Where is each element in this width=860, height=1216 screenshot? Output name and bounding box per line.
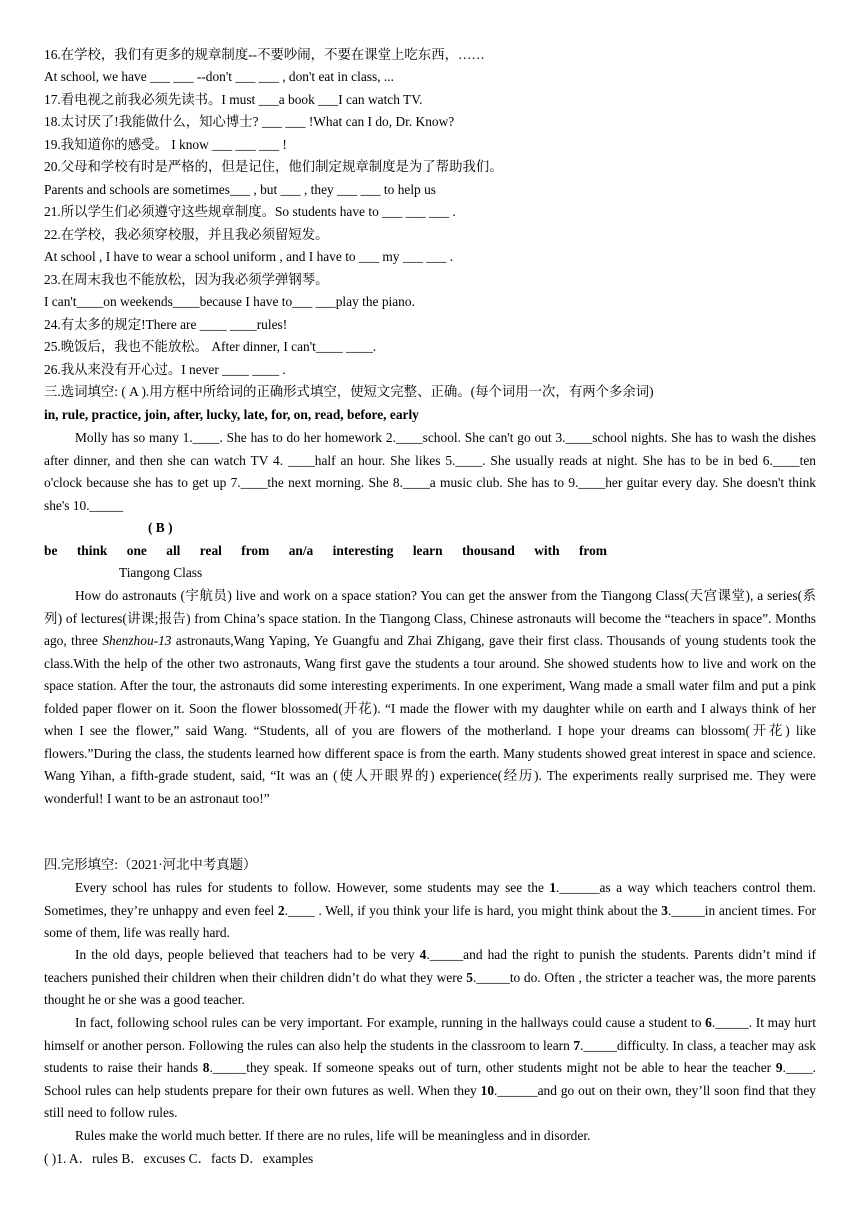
cloze-paragraph-1: Every school has rules for students to follow. However, some students may see the 1.______as a way which teachers control them. Sometimes, they’re unhappy and even feel 2.____ . Well, if you think your life is hard, you might think about the 3._____in ancient times. For some of them, life was really hard.: [44, 880, 817, 940]
line-24: 24.有太多的规定!There are ____ ____rules!: [44, 317, 288, 332]
line-16-english: At school, we have ___ ___ --don't ___ ___ , don't eat in class, ...: [44, 69, 394, 84]
word-bank-b-item: be: [44, 543, 58, 558]
line-17: 17.看电视之前我必须先读书。I must ___a book ___I can watch TV.: [44, 92, 423, 107]
word-bank-b-item: from: [578, 543, 607, 558]
cloze-paragraph-3: In fact, following school rules can be very important. For example, running in the hallways could cause a student to 6._____. It may hurt himself or another person. Following the rules can also help the students in the classroom to learn 7._____difficulty. In class, a teacher may ask students to raise their hands 8._____they speak. If someone speaks out of turn, other students might not be able to hear the teacher 9.____. School rules can help students prepare for their own futures as well. When they 10.______and go out on their own, they’ll soon find that they still need to follow rules.: [44, 1015, 817, 1120]
word-bank-b: [44, 540, 820, 563]
line-19: 19.我知道你的感受。 I know ___ ___ ___ !: [44, 137, 287, 152]
line-26: 26.我从来没有开心过。I never ____ ____ .: [44, 362, 286, 377]
word-bank-b-item: learn: [412, 543, 443, 558]
passage-b: How do astronauts (宇航员) live and work on a space station? You can get the answer from the Tiangong Class(天宫课堂), a series(系列) of lectures(讲课;报告) from China’s space station. In the Tiangong Class, Chinese astronauts will become the “teachers in space”. Months ago, three Shenzhou-13 astronauts,Wang Yaping, Ye Guangfu and Zhai Zhigang, gave their first class. Thousands of young students took the class.With the help of the other two astronauts, Wang first gave the students a tour around. She showed students how to live and work on the space station. After the tour, the astronauts did some interesting experiments. In one experiment, Wang made a small water film and put a pink folded paper flower on it. Soon the flower blossomed(开花). “I made the flower with my daughter while on earth and I always think of her when I see the flower,” said Wang. “Students, all of you are flowers of the motherland. I hope your dreams can blossom(开花) like flowers.”During the class, the students learned how different space is from the earth. Many students showed great interest in space and science. Wang Yihan, a fifth-grade student, said, “It was an (使人开眼界的) experience(经历). The experiments really surprised me. They were wonderful! I want to be an astronaut too!”: [44, 588, 816, 806]
word-bank-b-item: from: [241, 543, 270, 558]
section-4-heading: 四.完形填空:（2021·河北中考真题）: [44, 857, 257, 872]
line-16: 16.在学校，我们有更多的规章制度--不要吵闹，不要在课堂上吃东西，……: [44, 47, 485, 62]
passage-a: Molly has so many 1.____. She has to do her homework 2.____school. She can't go out 3.____school nights. She has to wash the dishes after dinner, and then she can watch TV 4. ____half an hour. She likes 5.____. She usually reads at night. She has to be in bed 6.____ten o'clock because she has to get up 7.____the next morning. She 8.____a music club. She has to 9.____her guitar every day. She doesn't think she's 10._____: [44, 430, 816, 513]
line-21: 21.所以学生们必须遵守这些规章制度。So students have to ___ ___ ___ .: [44, 204, 456, 219]
line-25: 25.晚饭后，我也不能放松。 After dinner, I can't____ ____.: [44, 339, 377, 354]
word-bank-b-item: interesting: [332, 543, 394, 558]
word-bank-b-item: thousand: [461, 543, 515, 558]
line-18: 18.太讨厌了!我能做什么，知心博士? ___ ___ !What can I do, Dr. Know?: [44, 114, 455, 129]
passage-b-title: Tiangong Class: [119, 565, 203, 580]
cloze-paragraph-4: Rules make the world much better. If there are no rules, life will be meaningless and in disorder.: [75, 1128, 591, 1143]
line-20-english: Parents and schools are sometimes___ , but ___ , they ___ ___ to help us: [44, 182, 436, 197]
section-3-heading: 三.选词填空: ( A ).用方框中所给词的正确形式填空，使短文完整、正确。(每个词用一次，有两个多余词): [44, 384, 654, 399]
question-1: ( )1. A．rules B．excuses C．facts D．examples: [44, 1151, 314, 1166]
line-22-english: At school , I have to wear a school uniform , and I have to ___ my ___ ___ .: [44, 249, 454, 264]
line-22: 22.在学校，我必须穿校服，并且我必须留短发。: [44, 227, 329, 242]
word-bank-b-item: think: [76, 543, 108, 558]
word-bank-b-item: with: [534, 543, 560, 558]
word-bank-a: in, rule, practice, join, after, lucky, late, for, on, read, before, early: [44, 407, 419, 422]
word-bank-b-item: one: [126, 543, 147, 558]
word-bank-b-item: real: [199, 543, 222, 558]
word-bank-b-item: an/a: [288, 543, 314, 558]
part-b-label: ( B ): [148, 520, 173, 535]
word-bank-b-item: all: [166, 543, 181, 558]
line-23-english: I can't____on weekends____because I have to___ ___play the piano.: [44, 294, 415, 309]
line-23: 23.在周末我也不能放松，因为我必须学弹钢琴。: [44, 272, 329, 287]
line-20: 20.父母和学校有时是严格的，但是记住，他们制定规章制度是为了帮助我们。: [44, 159, 503, 174]
cloze-paragraph-2: In the old days, people believed that teachers had to be very 4._____and had the right to punish the students. Parents didn’t mind if teachers punished their children when their children didn’t do what they were 5._____to do. Often , the stricter a teacher was, the more parents thought he or she was a good teacher.: [44, 947, 816, 1007]
